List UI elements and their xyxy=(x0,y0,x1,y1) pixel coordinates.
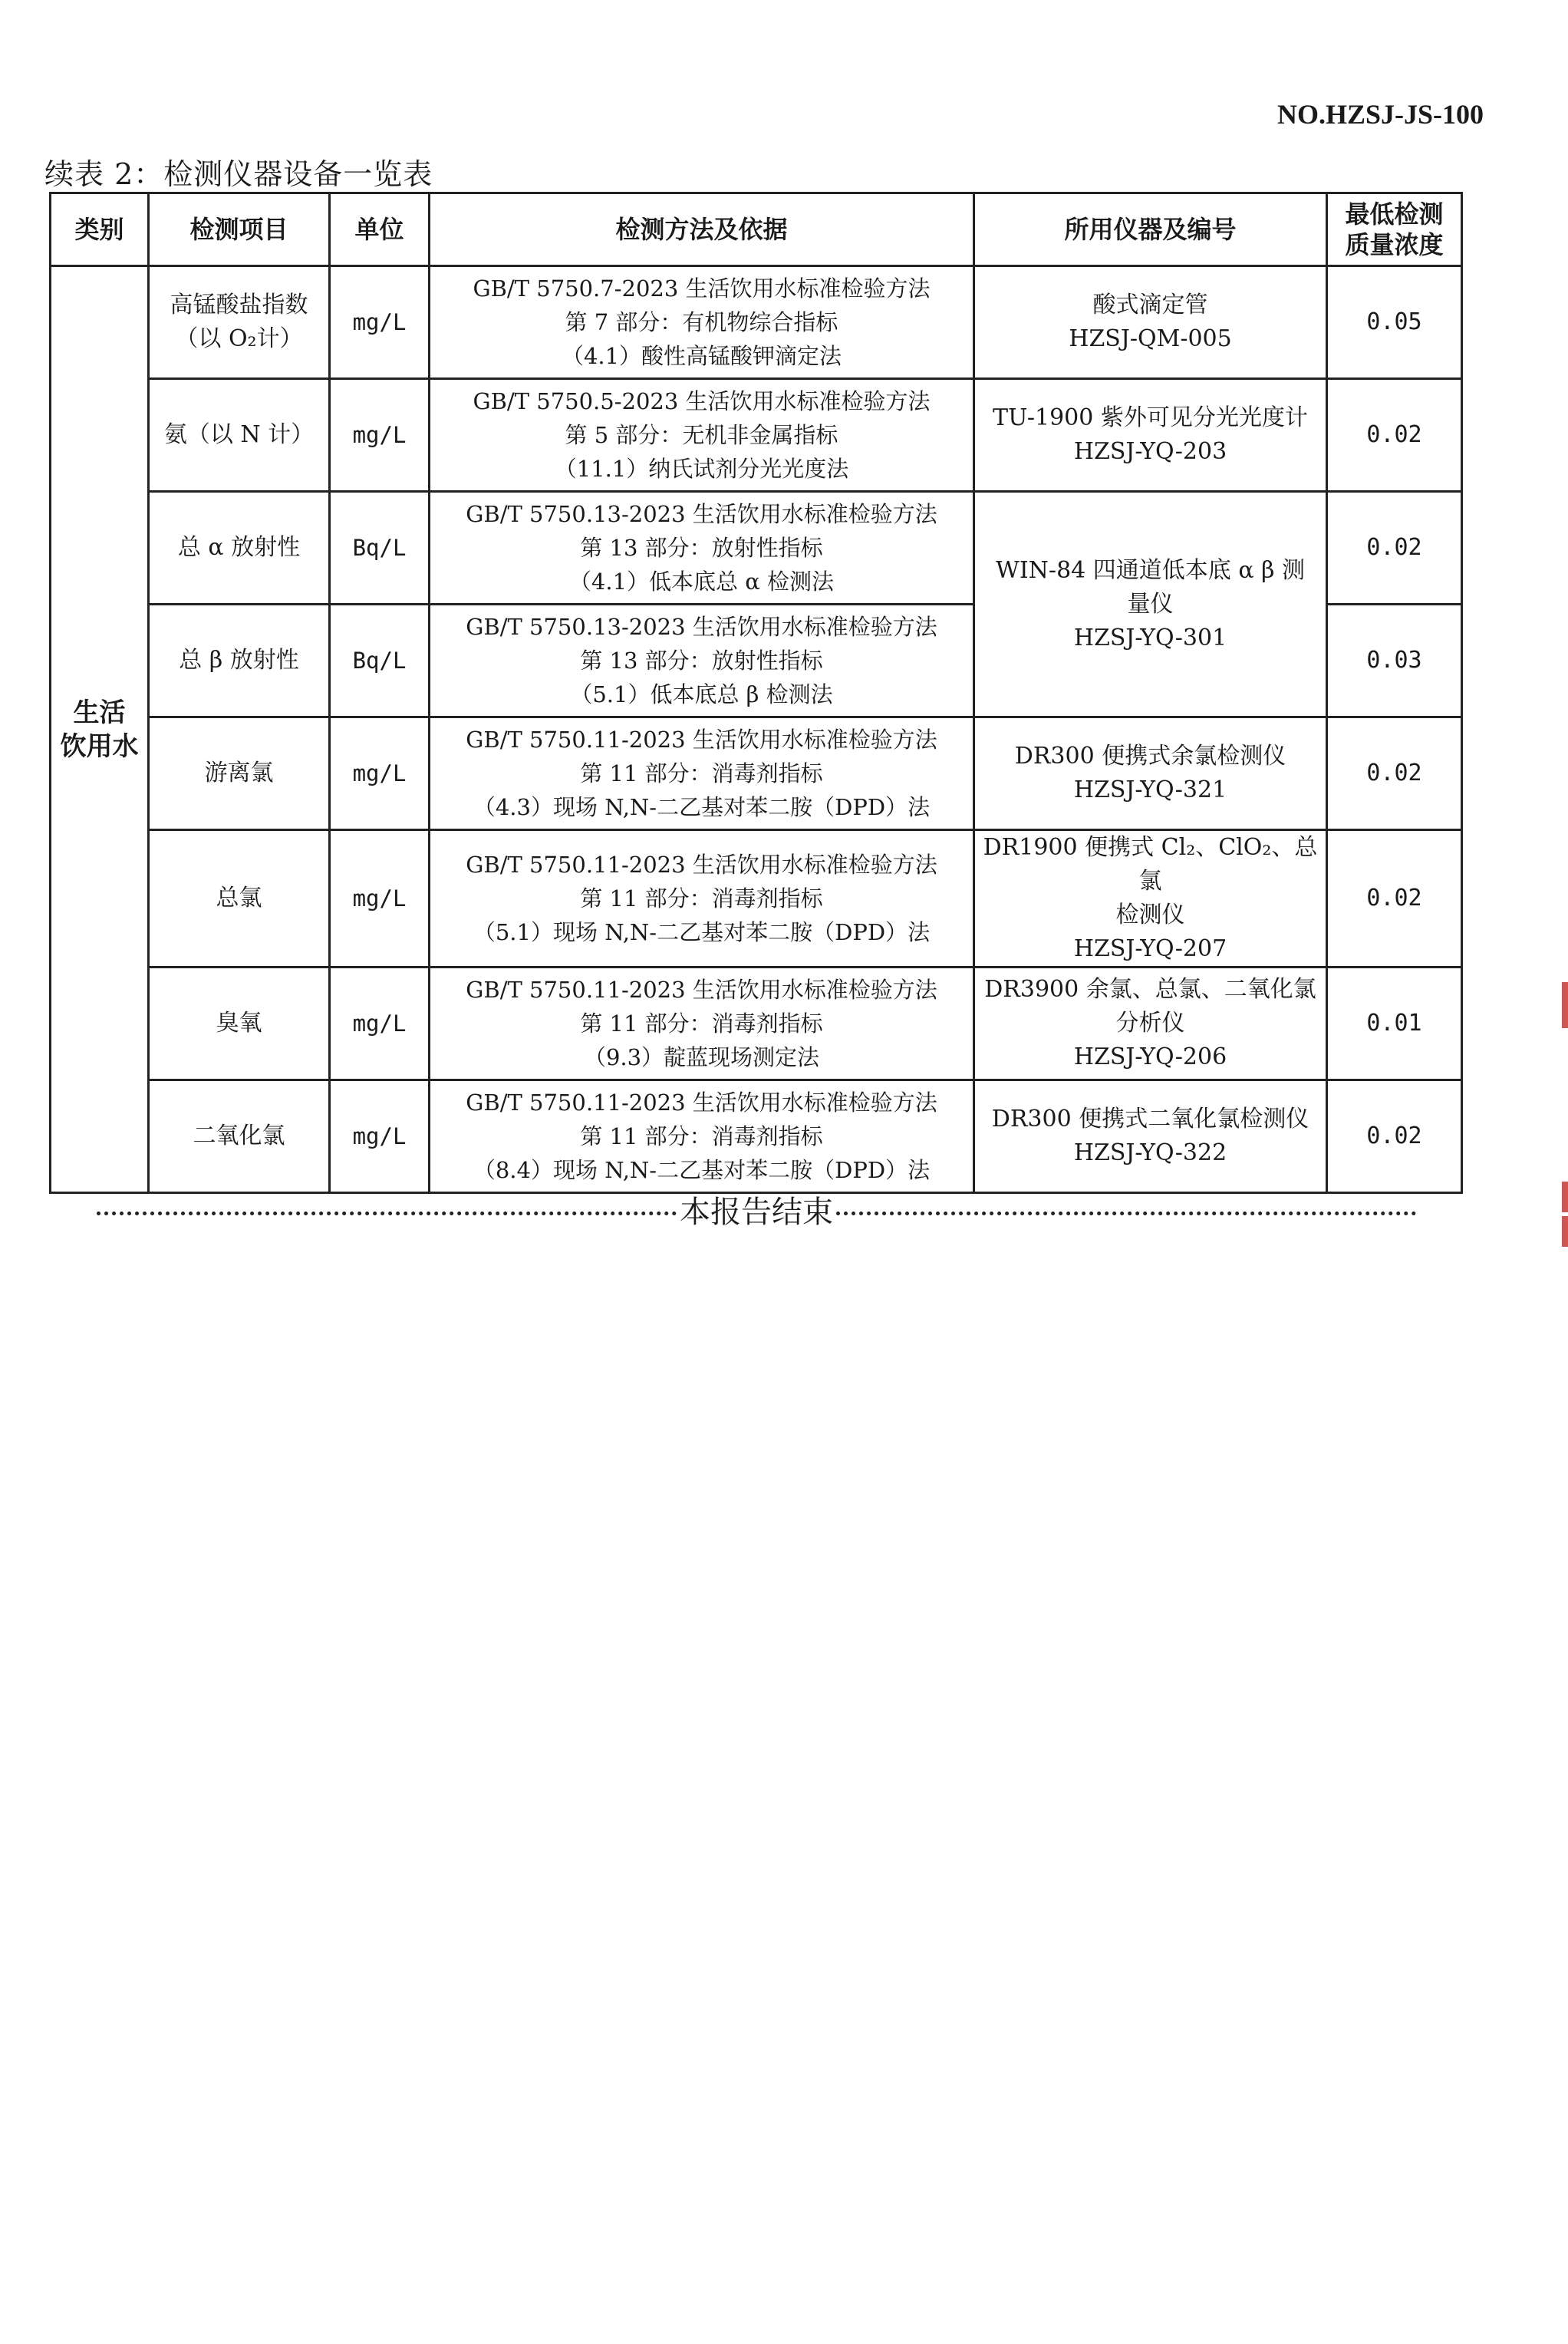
method-standard: GB/T 5750.7-2023 生活饮用水标准检验方法 xyxy=(473,275,931,302)
method-clause: （5.1）低本底总 β 检测法 xyxy=(570,681,833,707)
table-header-row xyxy=(51,193,1462,266)
item-name: 高锰酸盐指数 xyxy=(170,292,308,318)
header-method: 检测方法及依据 xyxy=(430,193,974,266)
table-row xyxy=(51,968,1462,1080)
instrument-code: HZSJ-YQ-203 xyxy=(1073,438,1227,465)
method-part: 第 5 部分：无机非金属指标 xyxy=(565,422,838,448)
method-cell xyxy=(430,605,974,717)
unit-cell: mg/L xyxy=(330,1080,430,1193)
method-part: 第 7 部分：有机物综合指标 xyxy=(565,309,838,335)
method-cell xyxy=(430,968,974,1080)
method-cell xyxy=(430,379,974,492)
item-cell xyxy=(149,1080,330,1193)
item-cell xyxy=(149,492,330,605)
table-row xyxy=(51,266,1462,379)
item-cell xyxy=(149,605,330,717)
method-part: 第 11 部分：消毒剂指标 xyxy=(580,885,823,912)
unit-cell: mg/L xyxy=(330,830,430,968)
instrument-name-cont: 量仪 xyxy=(1127,590,1174,618)
unit-cell: Bq/L xyxy=(330,605,430,717)
instrument-name: DR3900 余氯、总氯、二氧化氯 xyxy=(984,976,1316,1003)
method-part: 第 13 部分：放射性指标 xyxy=(580,535,823,561)
category-cell xyxy=(51,266,149,1193)
instrument-cell xyxy=(974,492,1327,717)
item-cell xyxy=(149,830,330,968)
header-category: 类别 xyxy=(51,193,149,266)
min-concentration-cell: 0.01 xyxy=(1327,968,1462,1080)
unit-cell: mg/L xyxy=(330,379,430,492)
category-line1: 生活 xyxy=(73,697,126,728)
method-standard: GB/T 5750.11-2023 生活饮用水标准检验方法 xyxy=(466,727,937,753)
document-number: NO.HZSJ-JS-100 xyxy=(1276,99,1484,130)
instrument-name: WIN-84 四通道低本底 α β 测 xyxy=(996,556,1305,584)
header-min-conc-line2: 质量浓度 xyxy=(1345,230,1444,259)
instrument-cell xyxy=(974,266,1327,379)
table-row xyxy=(51,1080,1462,1193)
header-instrument: 所用仪器及编号 xyxy=(974,193,1327,266)
method-standard: GB/T 5750.13-2023 生活饮用水标准检验方法 xyxy=(466,614,937,640)
item-name: 总 β 放射性 xyxy=(179,647,299,674)
method-clause: （11.1）纳氏试剂分光光度法 xyxy=(554,456,849,482)
method-part: 第 11 部分：消毒剂指标 xyxy=(580,1010,823,1037)
header-item: 检测项目 xyxy=(149,193,330,266)
method-standard: GB/T 5750.11-2023 生活饮用水标准检验方法 xyxy=(466,852,937,878)
seal-edge-mark xyxy=(1562,1182,1568,1212)
instrument-cell xyxy=(974,830,1327,968)
end-of-report-text: 本报告结束 xyxy=(680,1195,833,1230)
instrument-code: HZSJ-YQ-321 xyxy=(1073,776,1227,803)
method-cell xyxy=(430,717,974,830)
table-row xyxy=(51,379,1462,492)
method-clause: （5.1）现场 N,N-二乙基对苯二胺（DPD）法 xyxy=(473,919,931,945)
method-clause: （4.3）现场 N,N-二乙基对苯二胺（DPD）法 xyxy=(473,794,931,820)
header-min-conc-line1: 最低检测 xyxy=(1345,199,1444,229)
method-standard: GB/T 5750.5-2023 生活饮用水标准检验方法 xyxy=(473,388,931,414)
instrument-name-cont: 检测仪 xyxy=(1115,902,1185,928)
seal-edge-mark xyxy=(1562,1216,1568,1247)
method-standard: GB/T 5750.11-2023 生活饮用水标准检验方法 xyxy=(466,977,937,1003)
unit-cell: mg/L xyxy=(330,968,430,1080)
item-name: 游离氯 xyxy=(204,760,274,786)
instrument-cell xyxy=(974,968,1327,1080)
item-name: 二氧化氯 xyxy=(193,1123,285,1149)
method-cell xyxy=(430,266,974,379)
method-standard: GB/T 5750.13-2023 生活饮用水标准检验方法 xyxy=(466,501,937,527)
instrument-name: DR300 便携式二氧化氯检测仪 xyxy=(991,1106,1309,1132)
min-concentration-cell: 0.05 xyxy=(1327,266,1462,379)
dotted-leader-left xyxy=(97,1212,677,1215)
instrument-code: HZSJ-YQ-322 xyxy=(1073,1139,1227,1166)
min-concentration-cell: 0.02 xyxy=(1327,1080,1462,1193)
method-clause: （4.1）酸性高锰酸钾滴定法 xyxy=(561,343,842,369)
item-name: 臭氧 xyxy=(216,1010,262,1037)
category-line2: 饮用水 xyxy=(60,730,139,762)
dotted-leader-right xyxy=(836,1212,1416,1215)
method-cell xyxy=(430,492,974,605)
table-row xyxy=(51,492,1462,605)
item-cell xyxy=(149,266,330,379)
method-clause: （9.3）靛蓝现场测定法 xyxy=(583,1044,820,1070)
instrument-table xyxy=(49,192,1463,1194)
instrument-cell xyxy=(974,717,1327,830)
method-part: 第 11 部分：消毒剂指标 xyxy=(580,760,823,786)
method-standard: GB/T 5750.11-2023 生活饮用水标准检验方法 xyxy=(466,1090,937,1116)
instrument-cell xyxy=(974,1080,1327,1193)
item-name: 氨（以 N 计） xyxy=(163,421,315,448)
header-min-concentration xyxy=(1327,193,1462,266)
instrument-code: HZSJ-YQ-206 xyxy=(1073,1043,1227,1070)
instrument-name: DR300 便携式余氯检测仪 xyxy=(1014,743,1286,770)
unit-cell: mg/L xyxy=(330,266,430,379)
header-unit: 单位 xyxy=(330,193,430,266)
min-concentration-cell: 0.02 xyxy=(1327,492,1462,605)
instrument-code: HZSJ-YQ-207 xyxy=(1073,935,1227,962)
item-cell xyxy=(149,717,330,830)
item-name: 总氯 xyxy=(216,885,262,912)
instrument-code: HZSJ-QM-005 xyxy=(1069,325,1232,352)
item-name: 总 α 放射性 xyxy=(177,534,301,561)
method-cell xyxy=(430,830,974,968)
table-row xyxy=(51,717,1462,830)
method-part: 第 11 部分：消毒剂指标 xyxy=(580,1123,823,1149)
method-clause: （8.4）现场 N,N-二乙基对苯二胺（DPD）法 xyxy=(473,1157,931,1183)
min-concentration-cell: 0.02 xyxy=(1327,379,1462,492)
table-row xyxy=(51,830,1462,968)
instrument-name-cont: 分析仪 xyxy=(1115,1010,1185,1037)
unit-cell: mg/L xyxy=(330,717,430,830)
seal-edge-mark xyxy=(1562,982,1568,1028)
method-part: 第 13 部分：放射性指标 xyxy=(580,648,823,674)
item-cell xyxy=(149,379,330,492)
instrument-code: HZSJ-YQ-301 xyxy=(1073,624,1227,651)
item-note: （以 O₂计） xyxy=(175,325,303,352)
table-caption: 续表 2：检测仪器设备一览表 xyxy=(44,157,433,191)
min-concentration-cell: 0.03 xyxy=(1327,605,1462,717)
instrument-name: TU-1900 紫外可见分光光度计 xyxy=(993,404,1308,431)
instrument-name: 酸式滴定管 xyxy=(1092,292,1208,318)
method-clause: （4.1）低本底总 α 检测法 xyxy=(568,569,835,595)
end-of-report-line xyxy=(97,1188,1416,1231)
min-concentration-cell: 0.02 xyxy=(1327,717,1462,830)
instrument-name: DR1900 便携式 Cl₂、ClO₂、总氯 xyxy=(983,834,1318,895)
item-cell xyxy=(149,968,330,1080)
method-cell xyxy=(430,1080,974,1193)
unit-cell: Bq/L xyxy=(330,492,430,605)
min-concentration-cell: 0.02 xyxy=(1327,830,1462,968)
instrument-cell xyxy=(974,379,1327,492)
